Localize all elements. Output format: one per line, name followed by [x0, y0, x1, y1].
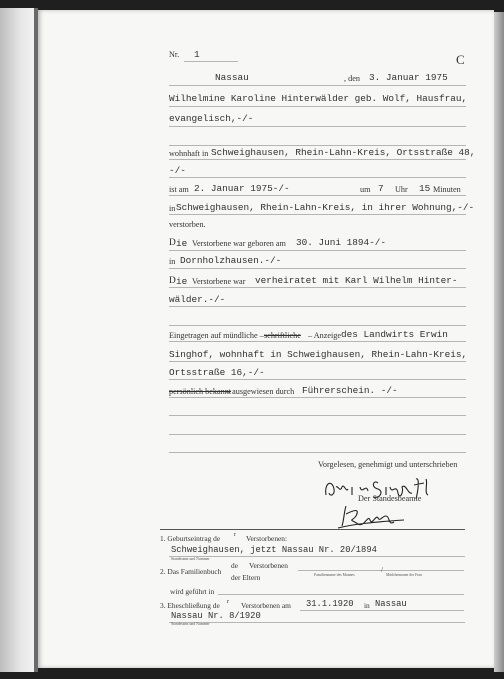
rule — [169, 126, 466, 127]
deceased-name: Wilhelmine Karoline Hinterwälder geb. Wolf, Hausfrau, — [169, 93, 468, 104]
rule — [169, 306, 466, 307]
page-edge — [494, 12, 504, 672]
place: Nassau — [215, 72, 249, 83]
schriftliche-struck: schriftliche — [264, 331, 301, 340]
die-prefix: D — [169, 238, 176, 248]
family-book-eltern: der Eltern — [231, 573, 261, 582]
rule — [169, 159, 466, 160]
informant-cont: Singhof, wohnhaft in Schweighausen, Rhein-Lahn-Kreis, — [169, 349, 468, 360]
in-label-2: in — [169, 257, 176, 266]
rule — [169, 379, 466, 380]
official-signature-text — [338, 510, 340, 511]
marriage-in: in — [364, 601, 370, 610]
birth-entry-label: 1. Geburtseintrag de — [160, 534, 221, 543]
vorgelesen-label: Vorgelesen, genehmigt und unterschrieben — [318, 460, 458, 469]
birth-place: Dornholzhausen.-/- — [180, 255, 282, 266]
death-place: Schweighausen, Rhein-Lahn-Kreis, in ihrer Wohnung,-/- — [176, 202, 475, 213]
informant: des Landwirts Erwin — [341, 329, 448, 340]
persoenlich-struck: persönlich bekannt — [169, 387, 232, 396]
rule — [169, 622, 465, 623]
marriage-label: 3. Eheschließung de — [160, 601, 220, 610]
in-label: in — [169, 204, 176, 213]
spouse-cont: wälder.-/- — [169, 294, 226, 305]
den-label: , den — [344, 74, 360, 83]
die-suffix: ie — [176, 238, 188, 249]
marriage-date: 31.1.1920 — [306, 599, 354, 609]
rule — [169, 341, 466, 342]
footer-divider — [160, 529, 465, 530]
ist-am-label: ist am — [169, 185, 189, 194]
minuten-label: Minuten — [433, 185, 461, 194]
hour: 7 — [378, 183, 384, 194]
register-letter: C — [456, 52, 465, 67]
rule — [169, 85, 466, 86]
birth-entry-value: Schweighausen, jetzt Nassau Nr. 20/1894 — [171, 545, 377, 555]
geboren-label: Verstorbene war geboren am — [192, 239, 286, 248]
informant-address: Ortsstraße 16,-/- — [169, 367, 265, 378]
family-book-caption-2: Mädchenname der Frau — [386, 573, 423, 577]
um-label: um — [360, 185, 371, 194]
rule — [169, 452, 466, 453]
rule — [169, 250, 466, 251]
rule — [169, 556, 465, 557]
rule — [169, 434, 466, 435]
family-book-verstorbenen: Verstorbenen — [249, 561, 288, 570]
eingetragen-label: Eingetragen auf mündliche – — [169, 331, 264, 340]
nr-underline — [184, 61, 238, 62]
marriage-register: Nassau Nr. 8/1920 — [171, 611, 261, 621]
register-page — [38, 10, 494, 668]
birth-date: 30. Juni 1894-/- — [296, 237, 387, 248]
nr-value: 1 — [194, 49, 200, 60]
rule — [169, 177, 466, 178]
rule — [300, 610, 464, 611]
nr-label: Nr. — [169, 50, 180, 59]
spouse: verheiratet mit Karl Wilhelm Hinter- — [255, 275, 458, 286]
die-prefix-2: D — [169, 276, 176, 286]
anzeige-label: – Anzeige — [308, 331, 341, 340]
family-book-de: de — [231, 561, 238, 570]
date: 3. Januar 1975 — [369, 72, 448, 83]
ausweis: Führerschein. -/- — [302, 385, 398, 396]
birth-entry-label-b: Verstorbenen: — [246, 534, 288, 543]
r-suffix: r — [234, 532, 236, 538]
rule — [169, 106, 466, 107]
family-book-caption-1: Familienname des Mannes — [314, 573, 355, 577]
rule — [169, 361, 466, 362]
deceased-name-cont: evangelisch,-/- — [169, 113, 254, 124]
rule — [218, 594, 464, 595]
marriage-caption: Standesamt und Nummer — [171, 622, 210, 626]
birth-entry-caption: Standesamt und Nummer — [171, 557, 210, 561]
ausgewiesen-label: – ausgewiesen durch — [226, 387, 295, 396]
official-signature — [334, 502, 414, 530]
residence-cont: -/- — [169, 165, 186, 176]
standesbeamte-label: Der Standesbeamte — [358, 494, 422, 503]
rule — [169, 268, 466, 269]
minutes: 15 — [419, 183, 431, 194]
family-book-wird: wird geführt in — [170, 587, 215, 596]
rule — [169, 214, 466, 215]
rule — [169, 287, 466, 288]
verstorbene-war-label: Verstorbene war — [192, 277, 246, 286]
death-date: 2. Januar 1975-/- — [194, 183, 290, 194]
rule — [169, 415, 466, 416]
left-page — [0, 8, 34, 672]
die-suffix-2: ie — [176, 276, 188, 287]
rule — [169, 195, 466, 196]
rule — [169, 397, 466, 398]
rule — [169, 145, 466, 146]
uhr-label: Uhr — [395, 185, 408, 194]
wohnhaft-label: wohnhaft in — [169, 149, 209, 158]
slash: / — [381, 566, 383, 574]
verstorben-label: verstorben. — [169, 220, 206, 229]
family-book-label: 2. Das Familienbuch — [160, 567, 222, 576]
residence: Schweighausen, Rhein-Lahn-Kreis, Ortsstraße 48, — [211, 147, 476, 158]
informant-signature-text — [318, 474, 324, 475]
r-suffix: r — [227, 599, 229, 605]
marriage-label-b: Verstorbenen am — [241, 601, 291, 610]
rule — [169, 325, 466, 326]
marriage-place: Nassau — [375, 599, 407, 609]
